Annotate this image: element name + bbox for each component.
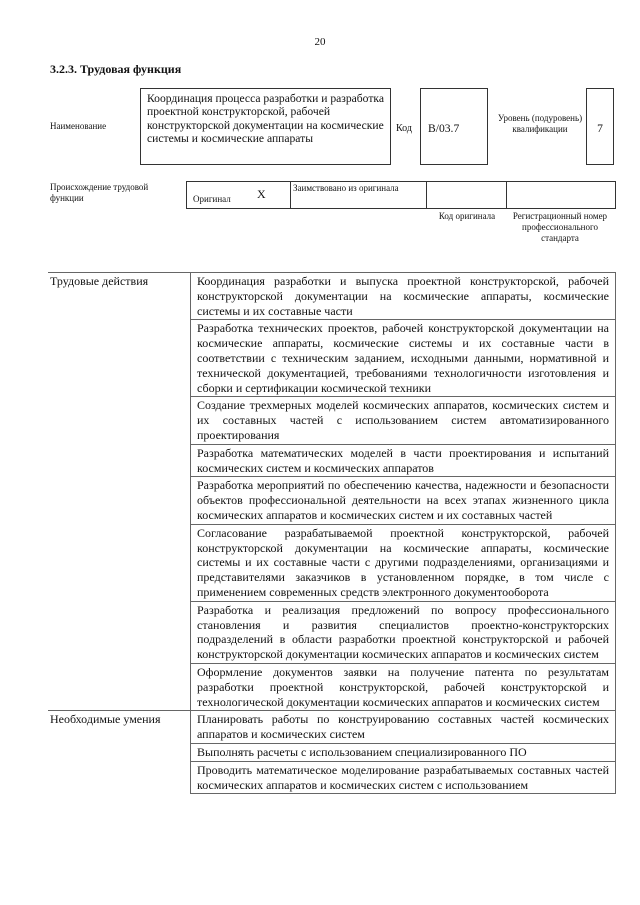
- code-value: B/03.7: [420, 88, 488, 165]
- section-item: Разработка мероприятий по обеспечению качества, надежности и безопасности объектов профессиональной деятельности на всех этапах жизненного цикла космических аппаратов и космических систем и их составных частей: [191, 477, 616, 524]
- origin-table: [186, 181, 616, 209]
- section-item: Разработка технических проектов, рабочей конструкторской документации на космические аппараты, космические системы и их составные части в соответствии с техническим заданием, исходными данными, нормативной и технической документацией, требованиями технологичности изготовления и сборки и сертификации космической техники: [191, 320, 616, 397]
- section-item: Оформление документов заявки на получение патента по результатам разработки проектной конструкторской, рабочей конструкторской и технологической документации космических аппаратов и космических систем: [191, 663, 616, 710]
- section-item: Создание трехмерных моделей космических аппаратов, космических систем и их составных частей с использованием систем автоматизированного проектирования: [191, 397, 616, 444]
- origin-reg-cell: [507, 182, 615, 208]
- table-row: [48, 711, 616, 744]
- section-label: Трудовые действия: [48, 273, 191, 711]
- requirements-table: [48, 272, 616, 794]
- name-label: Наименование: [50, 121, 107, 131]
- section-item: Согласование разрабатываемой проектной конструкторской, рабочей конструкторской документации на космические аппараты, космические системы и их составные части с другими подразделениями, организациями и представителями заказчиков в установленном порядке, в том числе с применением современных средств электронного документооборота: [191, 524, 616, 601]
- origin-code-cell: [427, 182, 507, 208]
- origin-mark: X: [257, 187, 266, 201]
- section-label: Необходимые умения: [48, 711, 191, 794]
- origin-borrowed-label: Заимствовано из оригинала: [291, 182, 427, 208]
- section-item: Планировать работы по конструированию составных частей космических аппаратов и космических систем: [191, 711, 616, 744]
- code-label: Код: [396, 123, 412, 134]
- level-label: Уровень (подуровень) квалификации: [497, 113, 583, 134]
- origin-code-caption: Код оригинала: [438, 211, 496, 221]
- function-name: Координация процесса разработки и разработка проектной конструкторской, рабочей конструкторской документации на космические системы и космические аппараты: [140, 88, 391, 165]
- origin-label: Происхождение трудовой функции: [50, 182, 149, 203]
- origin-reg-caption: Регистрационный номер профессионального стандарта: [512, 211, 608, 243]
- table-row: [48, 273, 616, 320]
- page-number: 20: [314, 36, 326, 48]
- section-item: Проводить математическое моделирование разрабатываемых составных частей космических аппаратов и космических систем с использованием: [191, 761, 616, 794]
- section-heading: 3.2.3. Трудовая функция: [50, 62, 182, 76]
- level-value: 7: [586, 88, 614, 165]
- section-item: Разработка математических моделей в части проектирования и испытаний космических систем и космических аппаратов: [191, 444, 616, 477]
- section-item: Разработка и реализация предложений по вопросу профессионального становления и развития специалистов проектно-конструкторских подразделений в области разработки проектной конструкторской и рабочей конструкторской документации космических аппаратов и космических систем: [191, 601, 616, 663]
- section-item: Координация разработки и выпуска проектной конструкторской, рабочей конструкторской документации на космические аппараты, космические системы и их составные части: [191, 273, 616, 320]
- section-item: Выполнять расчеты с использованием специализированного ПО: [191, 743, 616, 761]
- origin-original-label: Оригинал: [193, 194, 231, 204]
